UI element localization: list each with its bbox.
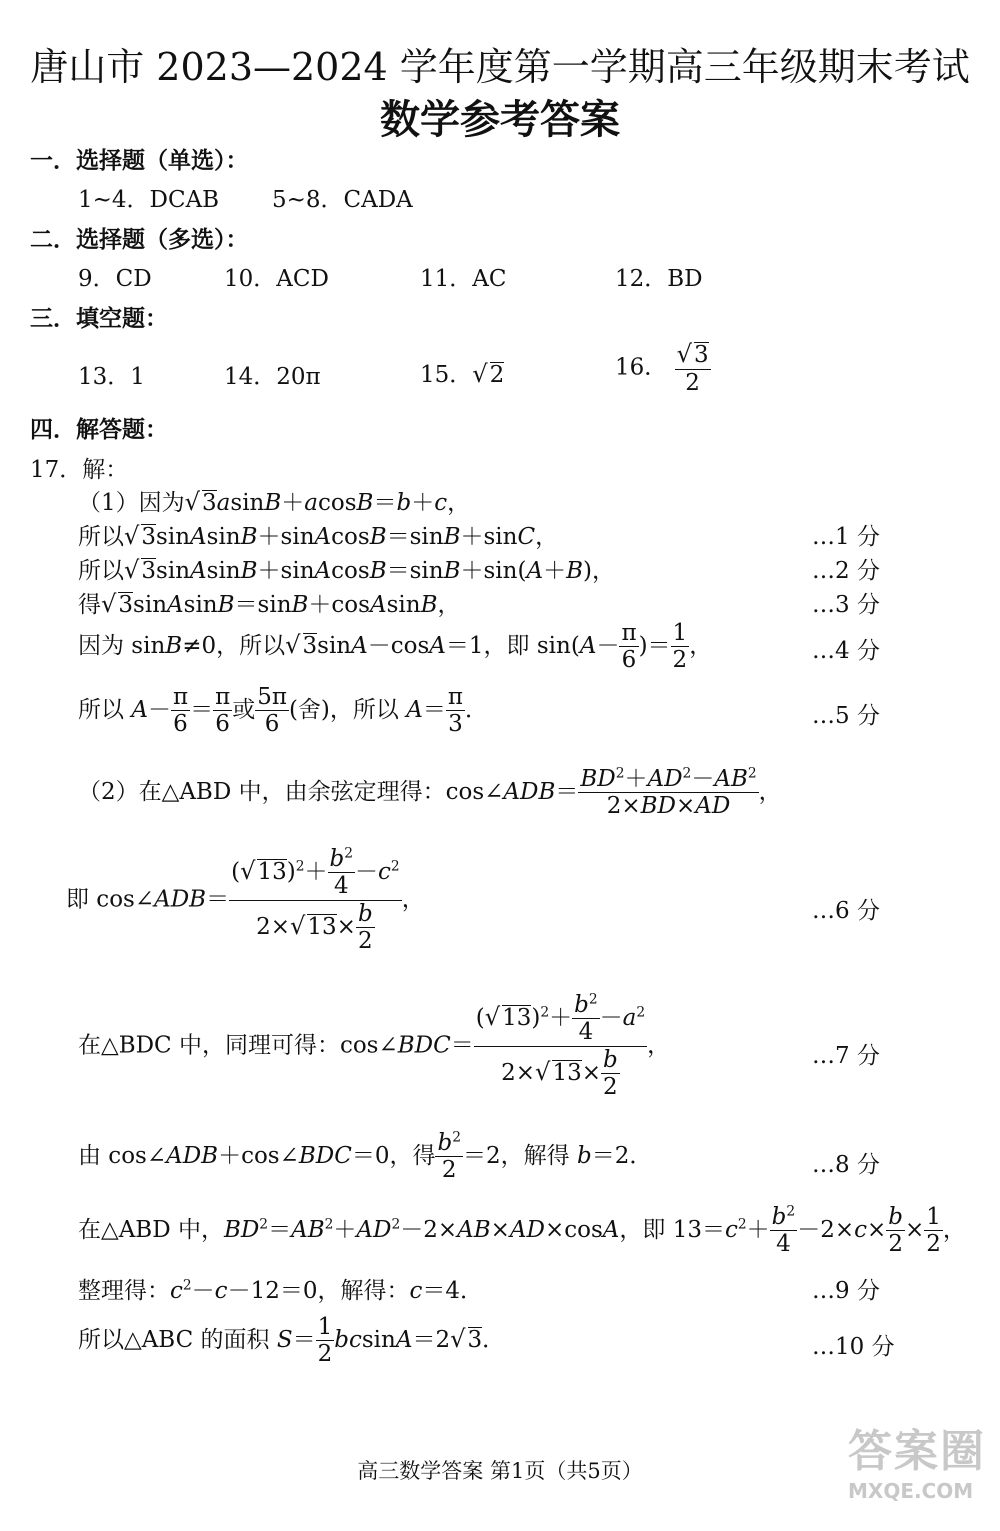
answer-11: 11．AC <box>420 266 507 292</box>
section-multi-choice: 二．选择题（多选）： <box>30 227 249 253</box>
q17-part2-line3: 在△BDC 中，同理可得：cos∠BDC＝ $(√13)^2+$ $\frac{b^2}{4}$ $-a^2$ 2×√13× $\frac{b}{2}$ ， <box>78 991 671 1101</box>
answer-14: 14．20π <box>224 364 321 390</box>
q17-line2: 所以√3sinAsinB＋sinAcosB＝sinB＋sinC， <box>78 522 559 550</box>
q17-line5: 因为 sinB≠0，所以√3sinA－cosA＝1，即 sin(A－ $\frac{\pi}{6}$ )＝ $\frac{1}{2}$ ， <box>78 620 713 674</box>
answer-13: 13．1 <box>78 364 145 390</box>
q17-line4: 得√3sinAsinB＝sinB＋cosAsinB， <box>78 590 461 618</box>
exam-title: 唐山市 2023—2024 学年度第一学期高三年级期末考试 <box>30 45 970 89</box>
answer-9: 9．CD <box>78 266 152 292</box>
q17-part2-line1: （2）在△ABD 中，由余弦定理得：cos∠ADB＝ $\frac{BD^2+AD^2-AB^2}{2\times BD\times AD}$ ， <box>78 765 782 820</box>
section-single-choice: 一．选择题（单选）： <box>30 148 249 174</box>
q17-label: 17．解： <box>30 457 129 483</box>
score-1: …1 分 <box>812 524 880 550</box>
answer-10: 10．ACD <box>224 266 329 292</box>
q17-part2-line7: 所以△ABC 的面积 S＝ $\frac{1}{2}$ bcsinA＝2√3． <box>78 1314 506 1368</box>
answer-1-4: 1~4．DCAB <box>78 187 220 213</box>
score-9: …9 分 <box>812 1278 880 1304</box>
answer-16: 16． $\frac{√3}{2}$ <box>615 340 709 396</box>
score-3: …3 分 <box>812 592 880 618</box>
answer-5-8: 5~8．CADA <box>272 187 413 213</box>
page-footer: 高三数学答案 第1页（共5页） <box>357 1459 643 1483</box>
q17-line3: 所以√3sinAsinB＋sinAcosB＝sinB＋sin(A＋B)， <box>78 556 615 584</box>
watermark-logo <box>848 1415 998 1525</box>
section-fill-blank: 三．填空题： <box>30 306 168 332</box>
section-solutions: 四．解答题： <box>30 417 168 443</box>
q17-line1: （1）因为√3asinB＋acosB＝b＋c， <box>78 488 471 516</box>
watermark-url: MXQE.COM <box>848 1479 974 1503</box>
answer-subtitle: 数学参考答案 <box>380 96 620 143</box>
answer-12: 12．BD <box>615 266 703 292</box>
score-7: …7 分 <box>812 1043 880 1069</box>
watermark-text: 答案圈 <box>848 1426 986 1477</box>
score-8: …8 分 <box>812 1152 880 1178</box>
answer-15: 15．√2 <box>420 360 505 388</box>
score-5: …5 分 <box>812 703 880 729</box>
q17-part2-line5: 在△ABD 中，$BD^2=AB^2+AD^2-2\times AB\times AD\times\cos A$，即 $13=c^2+$ $\frac{b^2}{4}$ －2×c× $\frac{b}{2}$ × $\frac{1}{2}$ ， <box>78 1203 966 1258</box>
q17-part2-line4: 由 cos∠ADB＋cos∠BDC＝0，得 $\frac{b^2}{2}$ ＝2，解得 b＝2． <box>78 1129 653 1184</box>
score-2: …2 分 <box>812 558 880 584</box>
q17-part2-line6: 整理得：$c^2-c-12=0$，解得：c＝4． <box>78 1277 483 1304</box>
score-4: …4 分 <box>812 638 880 664</box>
q17-line6: 所以 A－ $\frac{\pi}{6}$ ＝ $\frac{\pi}{6}$ 或 $\frac{5\pi}{6}$ (舍)，所以 A＝ $\frac{\pi}{3}$ ． <box>78 684 488 738</box>
score-6: …6 分 <box>812 898 880 924</box>
score-10: …10 分 <box>812 1334 895 1360</box>
q17-part2-line2: 即 cos∠ADB＝ $(√13)^2+$ $\frac{b^2}{4}$ $-c^2$ 2×√13× $\frac{b}{2}$ ， <box>66 845 425 955</box>
